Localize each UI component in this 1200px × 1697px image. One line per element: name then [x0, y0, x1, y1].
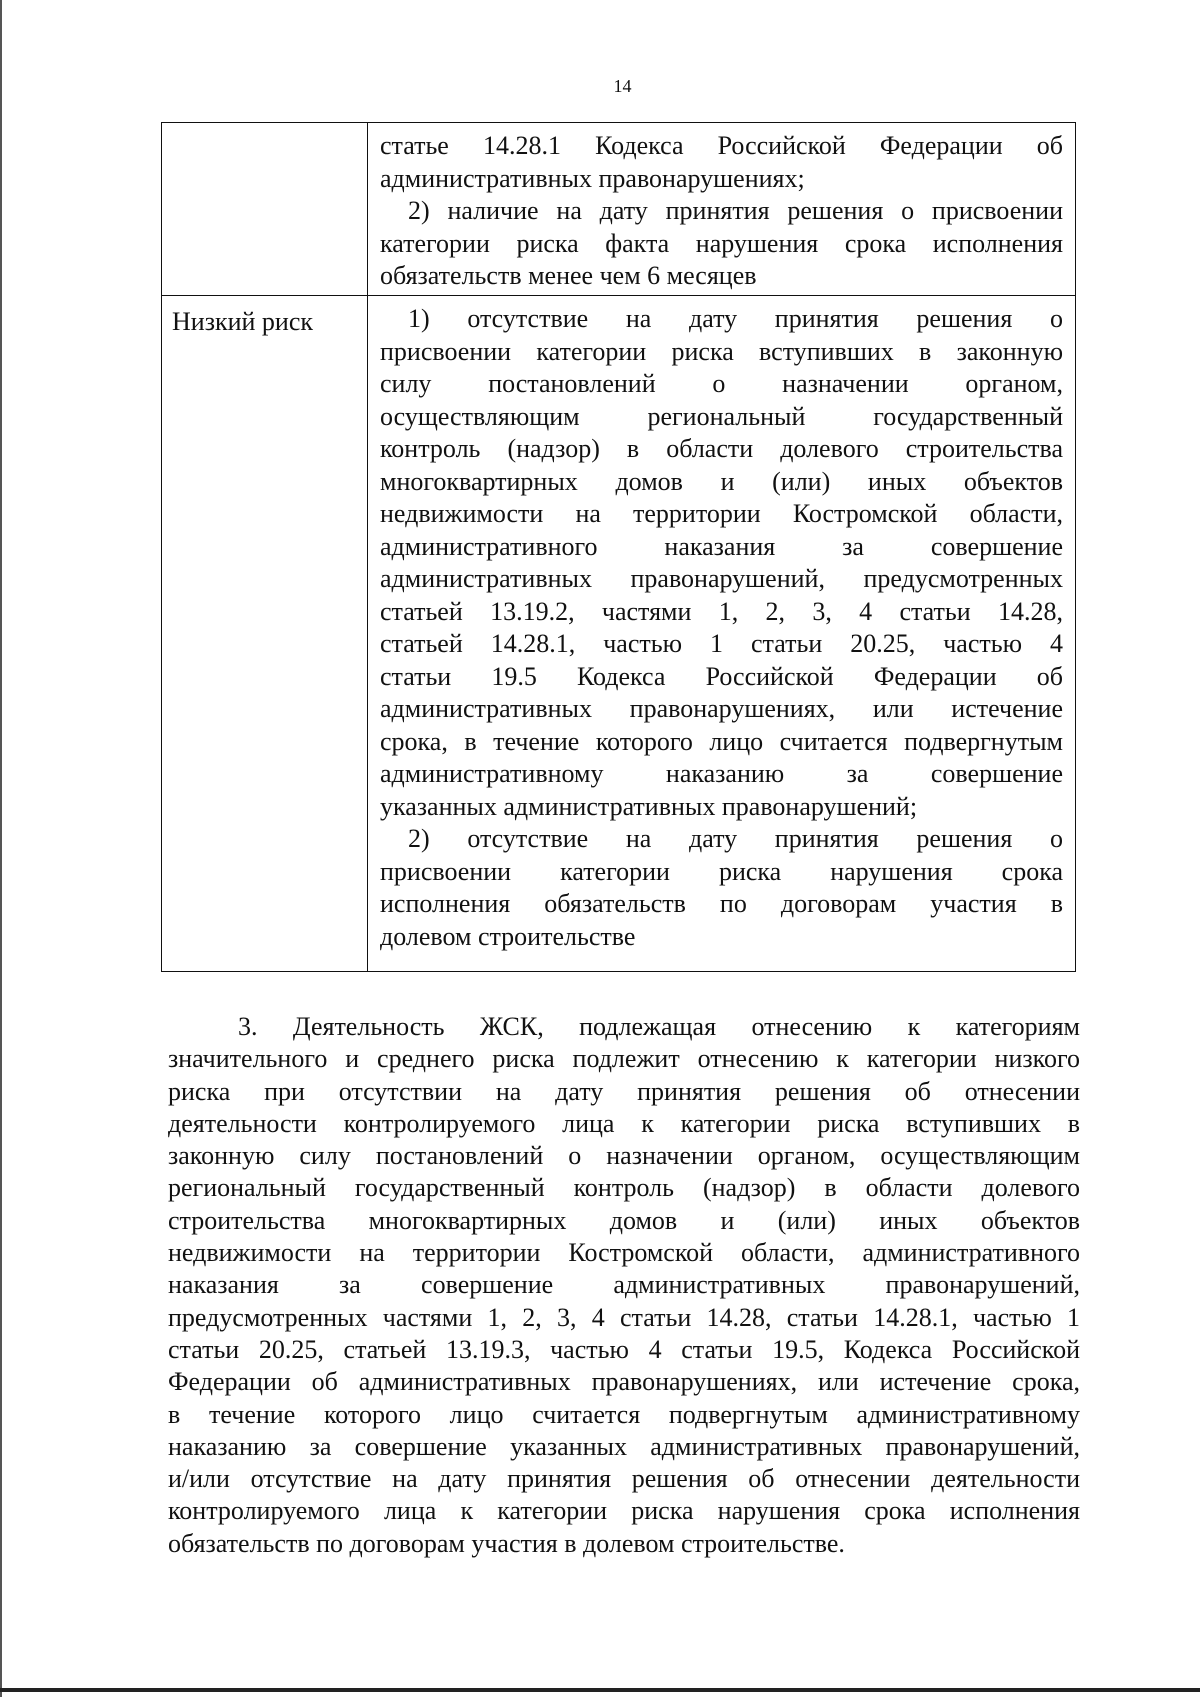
criteria-line: обязательств менее чем 6 месяцев [380, 261, 757, 290]
criteria-line: административных правонарушений, предусмотренных [380, 564, 1063, 593]
paragraph-line: наказанию за совершение указанных административных правонарушений, [168, 1431, 1080, 1461]
criteria-line: категории риска факта нарушения срока исполнения [380, 228, 1063, 258]
paragraph-line: и/или отсутствие на дату принятия решения об отнесении деятельности [168, 1464, 1080, 1494]
risk-criteria-cell [368, 296, 1076, 972]
paragraph-line: значительного и среднего риска подлежит отнесению к категории низкого [168, 1044, 1080, 1074]
page-number: 14 [613, 76, 632, 96]
paragraph-line: недвижимости на территории Костромской области, административного [168, 1238, 1080, 1268]
criteria-line: статьей 13.19.2, частями 1, 2, 3, 4 статьи 14.28, [380, 596, 1063, 626]
criteria-line: 1) отсутствие на дату принятия решения о [408, 304, 1063, 333]
criteria-line: силу постановлений о назначении органом, [380, 369, 1063, 398]
criteria-line: административного наказания за совершение [380, 531, 1063, 561]
criteria-line: долевом строительстве [380, 921, 636, 951]
criteria-line: административных правонарушениях; [380, 163, 805, 193]
criteria-line: присвоении категории риска вступивших в законную [380, 336, 1063, 366]
paragraph-line: законную силу постановлений о назначении органом, осуществляющим [168, 1141, 1080, 1171]
criteria-line: присвоении категории риска нарушения срока [380, 856, 1063, 886]
criteria-line: статьей 14.28.1, частью 1 статьи 20.25, частью 4 [380, 629, 1063, 658]
paragraph-line: деятельности контролируемого лица к категории риска вступивших в [168, 1108, 1080, 1138]
risk-criteria-cell [368, 123, 1076, 296]
criteria-line: 2) наличие на дату принятия решения о присвоении [408, 196, 1063, 225]
risk-category-table [161, 122, 1076, 972]
criteria-line: исполнения обязательств по договорам участия в [380, 889, 1063, 918]
risk-category-cell: Низкий риск [162, 296, 368, 972]
paragraph-line: в течение которого лицо считается подвергнутым административному [168, 1399, 1080, 1429]
criteria-line: 2) отсутствие на дату принятия решения о [408, 824, 1063, 853]
paragraph-line: предусмотренных частями 1, 2, 3, 4 статьи 14.28, статьи 14.28.1, частью 1 [168, 1302, 1080, 1332]
criteria-line: статье 14.28.1 Кодекса Российской Федерации об [380, 131, 1063, 160]
criteria-line: административных правонарушениях, или истечение [380, 694, 1063, 723]
paragraph-line: строительства многоквартирных домов и (или) иных объектов [168, 1205, 1080, 1235]
paragraph-line: наказания за совершение административных правонарушений, [168, 1270, 1080, 1300]
scan-edge-bottom [0, 1688, 1200, 1692]
paragraph-line: контролируемого лица к категории риска нарушения срока исполнения [168, 1496, 1080, 1526]
criteria-line: недвижимости на территории Костромской области, [380, 499, 1063, 528]
table-row [162, 123, 1076, 296]
paragraph-line: статьи 20.25, статьей 13.19.3, частью 4 статьи 19.5, Кодекса Российской [168, 1334, 1080, 1364]
paragraph-3 [168, 1011, 1080, 1560]
criteria-line: срока, в течение которого лицо считается подвергнутым [380, 726, 1063, 756]
table-row [162, 296, 1076, 972]
criteria-line: многоквартирных домов и (или) иных объектов [380, 466, 1063, 496]
paragraph-line: 3. Деятельность ЖСК, подлежащая отнесению к категориям [238, 1012, 1080, 1041]
criteria-line: контроль (надзор) в области долевого строительства [380, 434, 1063, 463]
criteria-line: административному наказанию за совершение [380, 759, 1063, 788]
criteria-line: осуществляющим региональный государственный [380, 401, 1063, 431]
paragraph-line: обязательств по договорам участия в долевом строительстве. [168, 1528, 845, 1558]
paragraph-line: Федерации об административных правонарушениях, или истечение срока, [168, 1367, 1080, 1397]
paragraph-line: региональный государственный контроль (надзор) в области долевого [168, 1173, 1080, 1203]
criteria-line: указанных административных правонарушений; [380, 791, 918, 821]
scan-edge-left [0, 0, 2, 1697]
risk-category-cell [162, 123, 368, 296]
criteria-line: статьи 19.5 Кодекса Российской Федерации об [380, 661, 1063, 691]
paragraph-line: риска при отсутствии на дату принятия решения об отнесении [168, 1076, 1080, 1106]
